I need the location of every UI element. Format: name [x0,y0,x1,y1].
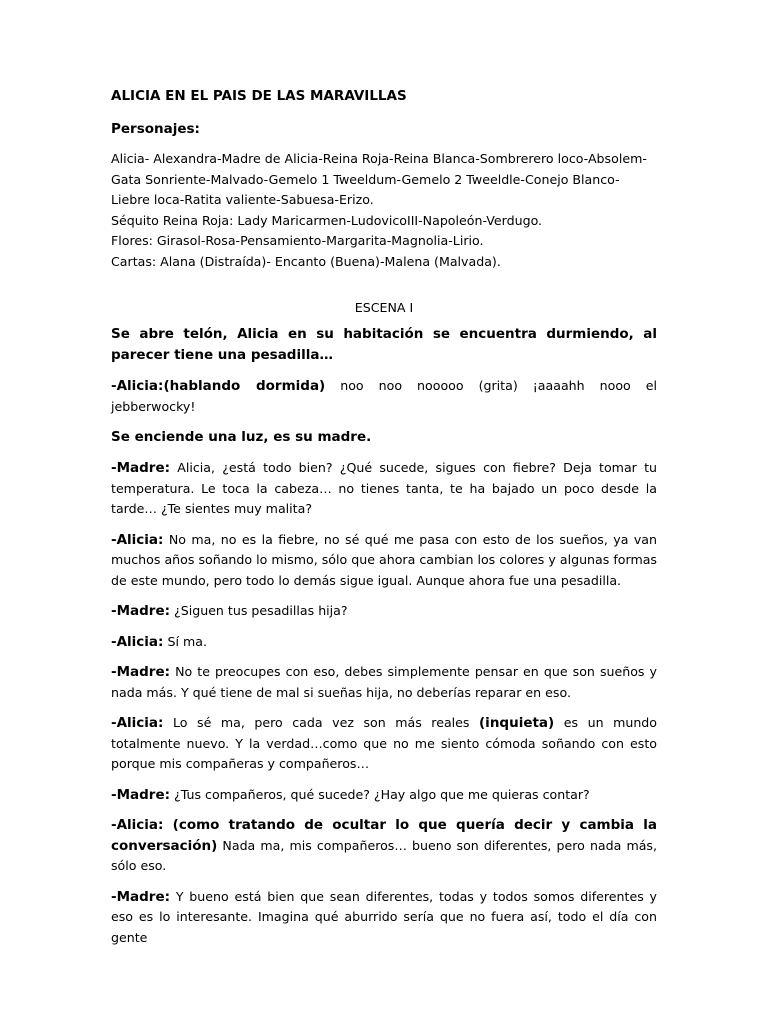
dialogue-text: Lo sé ma, pero cada vez son más reales [163,715,480,730]
speaker: -Madre: [111,888,171,905]
speaker: -Alicia: (como tratando de ocultar lo que quería decir y cambia la conversación) [111,817,657,854]
dialogue-text: Y bueno está bien que sean diferentes, todas y todos somos diferentes y eso es lo interesante. Imagina qué aburrido sería que no fuera así, todo el día con gente [111,888,657,945]
dialogue-line [111,785,657,806]
dialogue-line [111,458,657,520]
cast-list [111,149,657,272]
cast-line: Gata Sonriente-Malvado-Gemelo 1 Tweeldum-Gemelo 2 Tweeldle-Conejo Blanco- [111,171,620,187]
speaker: -Madre: [111,460,171,476]
speaker: -Alicia: [111,633,164,650]
speaker: -Alicia: [111,715,164,731]
speaker: -Madre: [111,664,171,680]
speaker: -Alicia: [111,531,164,548]
speaker: -Madre: [111,786,171,803]
dialogue-text: Alicia, ¿está todo bien? ¿Qué sucede, sigues con fiebre? Deja tomar tu temperatura. Le toca la cabeza… no tienes tanta, te ha bajado un poco desde la tarde… ¿Te sientes muy malita? [111,460,657,516]
scene-title: ESCENA I [354,300,414,315]
cast-line: Liebre loca-Ratita valiente-Sabuesa-Erizo. [111,192,374,207]
dialogue-text: ¿Tus compañeros, qué sucede? ¿Hay algo que me quieras contar? [170,786,590,802]
cast-line: Cartas: Alana (Distraída)- Encanto (Buena)-Malena (Malvada). [111,253,501,269]
dialogue-line [111,662,657,703]
dialogue-line [111,601,657,622]
cast-line: Alicia- Alexandra-Madre de Alicia-Reina Roja-Reina Blanca-Sombrerero loco-Absolem- [111,151,647,166]
dialogue-text: es un mundo totalmente nuevo. Y la verdad…como que no me siento cómoda soñando con esto porque mis compañeras y compañeros… [111,715,658,771]
dialogue-text: noo noo nooooo (grita) ¡aaaahh nooo el jebberwocky! [111,378,657,414]
speaker: -Alicia:(hablando dormida) [111,378,326,394]
dialogue-line [111,376,657,417]
dialogue-line [111,887,657,949]
stage-direction: Se abre telón, Alicia en su habitación se encuentra durmiendo, al parecer tiene una pesadilla… [111,326,657,363]
dialogue-line [111,632,657,653]
speaker: -Madre: [111,603,171,619]
stage-direction: Se enciende una luz, es su madre. [111,429,372,445]
document-title: ALICIA EN EL PAIS DE LAS MARAVILLAS [111,88,407,104]
dialogue-text: Sí ma. [163,633,207,649]
dialogue-line [111,713,657,775]
dialogue-line [111,530,657,592]
stage-aside: (inquieta) [479,715,555,731]
characters-heading: Personajes: [111,121,200,137]
dialogue-text: Nada ma, mis compañeros… bueno son diferentes, pero nada más, sólo eso. [111,837,657,873]
dialogue-text: No ma, no es la fiebre, no sé qué me pasa con esto de los sueños, ya van muchos años soñando lo mismo, sólo que ahora cambian los colores y algunas formas de este mundo, pero todo lo demás sigue igual. Aunque ahora fue una pesadilla. [111,531,657,588]
dialogue-text: No te preocupes con eso, debes simplemente pensar en que son sueños y nada más. Y qué tiene de mal si sueñas hija, no deberías reparar en eso. [111,664,657,700]
cast-line: Flores: Girasol-Rosa-Pensamiento-Margarita-Magnolia-Lirio. [111,233,484,248]
dialogue-text: ¿Siguen tus pesadillas hija? [170,603,348,618]
cast-line: Séquito Reina Roja: Lady Maricarmen-LudovicoIII-Napoleón-Verdugo. [111,212,543,228]
dialogue-line [111,815,657,877]
